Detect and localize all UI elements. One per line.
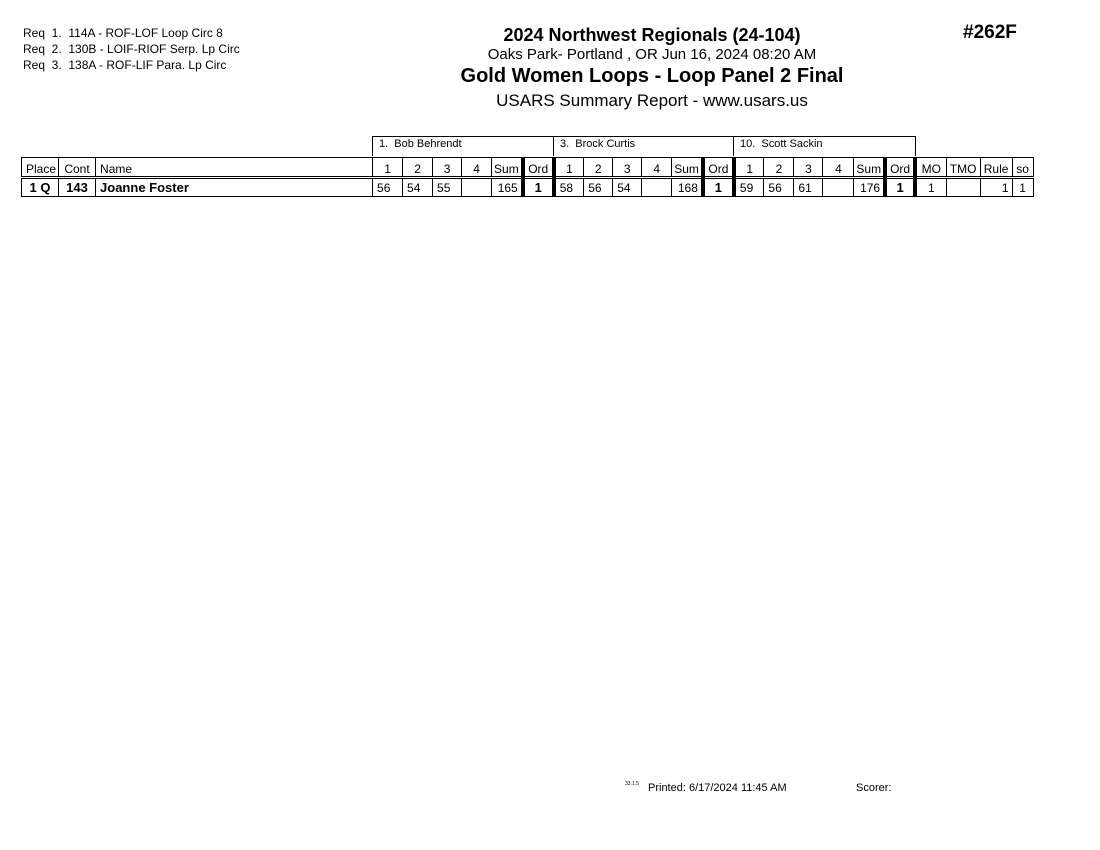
report-header [300,24,1004,113]
requirement-2: Req 2. 130B - LOIF-RIOF Serp. Lp Circ [23,42,240,56]
col-j2-s1: 1 [554,158,584,178]
col-j2-ord: Ord [703,158,734,178]
col-j1-s2: 2 [403,158,433,178]
mo-cell: 1 [915,178,946,197]
judge-header-3: 10. Scott Sackin [733,136,916,156]
col-j3-s4: 4 [823,158,854,178]
cont-cell: 143 [59,178,96,197]
j2-score-1: 58 [554,178,584,197]
results-table [21,157,1034,197]
j3-sum: 176 [854,178,885,197]
j1-score-1: 56 [373,178,403,197]
j1-sum: 165 [492,178,523,197]
j3-score-2: 56 [764,178,794,197]
j3-score-4 [823,178,854,197]
col-name: Name [96,158,373,178]
col-j3-ord: Ord [885,158,915,178]
location-date: Oaks Park- Portland , OR Jun 16, 2024 08:20 AM [487,46,817,63]
j3-ordinal: 1 [885,178,915,197]
place-cell: 1 Q [22,178,59,197]
col-j3-s2: 2 [764,158,794,178]
col-j2-sum: Sum [672,158,703,178]
table-header-row [22,158,1034,178]
col-rule: Rule [980,158,1012,178]
col-j1-s3: 3 [433,158,462,178]
col-j1-ord: Ord [523,158,554,178]
j1-score-3: 55 [433,178,462,197]
col-j3-s1: 1 [734,158,764,178]
j3-score-1: 59 [734,178,764,197]
judge-header-2: 3. Brock Curtis [553,136,734,156]
col-j2-s2: 2 [584,158,613,178]
requirement-3: Req 3. 138A - ROF-LIF Para. Lp Circ [23,58,227,72]
scorer-label: Scorer: [856,782,892,794]
col-tmo: TMO [946,158,980,178]
printed-timestamp: Printed: 6/17/2024 11:45 AM [648,782,787,794]
report-subtitle: USARS Summary Report - www.usars.us [496,91,808,110]
j2-score-3: 54 [613,178,642,197]
col-mo: MO [915,158,946,178]
judge-header-1: 1. Bob Behrendt [372,136,554,156]
j2-sum: 168 [672,178,703,197]
competition-title: 2024 Northwest Regionals (24-104) [503,25,801,45]
requirement-1: Req 1. 114A - ROF-LOF Loop Circ 8 [23,26,223,40]
tmo-cell [946,178,980,197]
j2-score-2: 56 [584,178,613,197]
j1-score-4 [462,178,492,197]
j1-score-2: 54 [403,178,433,197]
j2-ordinal: 1 [703,178,734,197]
requirements-list [23,25,240,73]
col-so: so [1012,158,1033,178]
j2-score-4 [642,178,672,197]
so-cell: 1 [1012,178,1033,197]
name-cell: Joanne Foster [96,178,373,197]
event-number: #262F [963,22,1017,43]
j3-score-3: 61 [794,178,823,197]
event-title: Gold Women Loops - Loop Panel 2 Final [460,65,844,87]
col-j1-s4: 4 [462,158,492,178]
col-j2-s3: 3 [613,158,642,178]
rule-cell: 1 [980,178,1012,197]
col-j2-s4: 4 [642,158,672,178]
software-version: 33.1.5 [625,781,639,787]
table-row [22,178,1034,197]
col-j3-s3: 3 [794,158,823,178]
col-j3-sum: Sum [854,158,885,178]
j1-ordinal: 1 [523,178,554,197]
col-j1-sum: Sum [492,158,523,178]
col-place: Place [22,158,59,178]
col-cont: Cont [59,158,96,178]
col-j1-s1: 1 [373,158,403,178]
